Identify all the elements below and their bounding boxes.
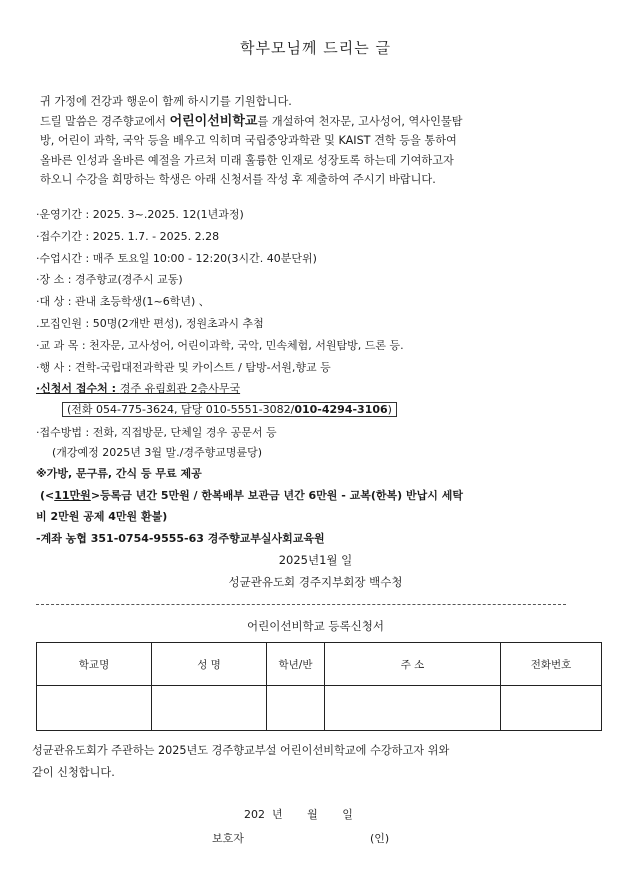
item-target: ·대 상 : 관내 초등학생(1~6학년) 、: [36, 295, 210, 308]
item-class-time: ·수업시간 : 매주 토요일 10:00 - 12:20(3시간. 40분단위): [36, 252, 317, 265]
contact-bold: 010-4294-3106: [294, 403, 388, 416]
sender: 성균관유도회 경주지부회장 백수청: [228, 575, 403, 589]
intro-line-5: 하오니 수강을 희망하는 학생은 아래 신청서를 작성 후 제출하여 주시기 바랍니다.: [40, 173, 436, 187]
fee-amount: 11만원: [54, 489, 91, 502]
item-recruit: .모집인원 : 50명(2개반 편성), 정원초과시 추첨: [36, 317, 264, 330]
intro-line-4: 올바른 인성과 올바른 예절을 가르쳐 미래 훌륭한 인재로 성장토록 하는데 기여하고자: [40, 153, 454, 167]
seal-mark: (인): [370, 832, 390, 845]
school-name: 어린이선비학교: [169, 113, 258, 129]
col-grade-header: 학년/반: [267, 643, 325, 686]
contact-post: ): [387, 403, 392, 416]
cell-grade[interactable]: [267, 686, 325, 731]
statement-line-2: 같이 신청합니다.: [32, 766, 115, 779]
intro-line-1: 귀 가정에 건강과 행운이 함께 하시기를 기원합니다.: [40, 95, 292, 108]
intro-line-2-post: 를 개설하여 천자문, 고사성어, 역사인물탐: [257, 114, 463, 128]
table-row: [37, 686, 602, 731]
item-contact: [52, 401, 397, 419]
guardian-label: 보호자: [212, 832, 244, 845]
table-header-row: [37, 643, 602, 686]
col-phone-header: 전화번호: [501, 643, 602, 686]
sign-date: 202 년 월 일: [244, 808, 353, 821]
form-title: 어린이선비학교 등록신청서: [247, 619, 384, 633]
registration-table: [36, 642, 602, 731]
intro-paragraph: [40, 92, 600, 190]
intro-line-2: [40, 112, 600, 132]
note-free: ※가방, 문구류, 간식 등 무료 제공: [36, 467, 202, 480]
item-reception: ·접수기간 : 2025. 1.7. - 2025. 2.28: [36, 230, 220, 243]
intro-line-2-pre: 드릴 말씀은 경주향교에서: [40, 114, 170, 128]
cell-address[interactable]: [325, 686, 501, 731]
cell-school[interactable]: [37, 686, 152, 731]
col-address-header: 주 소: [325, 643, 501, 686]
statement-line-1: 성균관유도회가 주관하는 2025년도 경주향교부설 어린이선비학교에 수강하고자 위와: [32, 744, 450, 757]
col-name-header: 성 명: [152, 643, 267, 686]
contact-box: [62, 402, 397, 417]
item-period: ·운영기간 : 2025. 3~.2025. 12(1년과정): [36, 208, 244, 221]
cell-name[interactable]: [152, 686, 267, 731]
fee-pre: (<: [40, 489, 55, 502]
item-place: ·장 소 : 경주향교(경주시 교동): [36, 273, 183, 286]
item-office: [36, 380, 240, 398]
note-account: -계좌 농협 351-0754-9555-63 경주향교부실사회교육원: [36, 532, 325, 545]
office-value: 경주 유림회관 2층사무국: [119, 382, 241, 395]
office-label: ·신청서 접수처 :: [36, 382, 120, 395]
cell-phone[interactable]: [501, 686, 602, 731]
notice-date: 2025년1월 일: [278, 553, 353, 567]
col-school-header: 학교명: [37, 643, 152, 686]
fee-post: >등록금 년간 5만원 / 한복배부 보관금 년간 6만원 - 교복(한복) 반납시 세탁: [90, 489, 463, 502]
note-fee-line-1: [40, 487, 463, 505]
note-fee-line-2: 비 2만원 공제 4만원 환불): [36, 510, 168, 523]
intro-line-3: 방, 어린이 과학, 국악 등을 배우고 익히며 국립중앙과학관 및 KAIST 견학 등을 통하여: [40, 134, 457, 148]
item-opening: (개강예정 2025년 3월 말./경주향교명륜당): [52, 446, 263, 459]
contact-pre: (전화 054-775-3624, 담당 010-5551-3082/: [67, 403, 295, 416]
cut-line: [36, 604, 566, 605]
item-events: ·행 사 : 견학-국립대전과학관 및 카이스트 / 탐방-서원,향교 등: [36, 361, 331, 374]
item-subjects: ·교 과 목 : 천자문, 고사성어, 어린이과학, 국악, 민속체험, 서원탐방, 드론 등.: [36, 339, 404, 352]
page-title: 학부모님께 드리는 글: [240, 39, 391, 57]
item-method: ·접수방법 : 전화, 직접방문, 단체일 경우 공문서 등: [36, 426, 277, 439]
